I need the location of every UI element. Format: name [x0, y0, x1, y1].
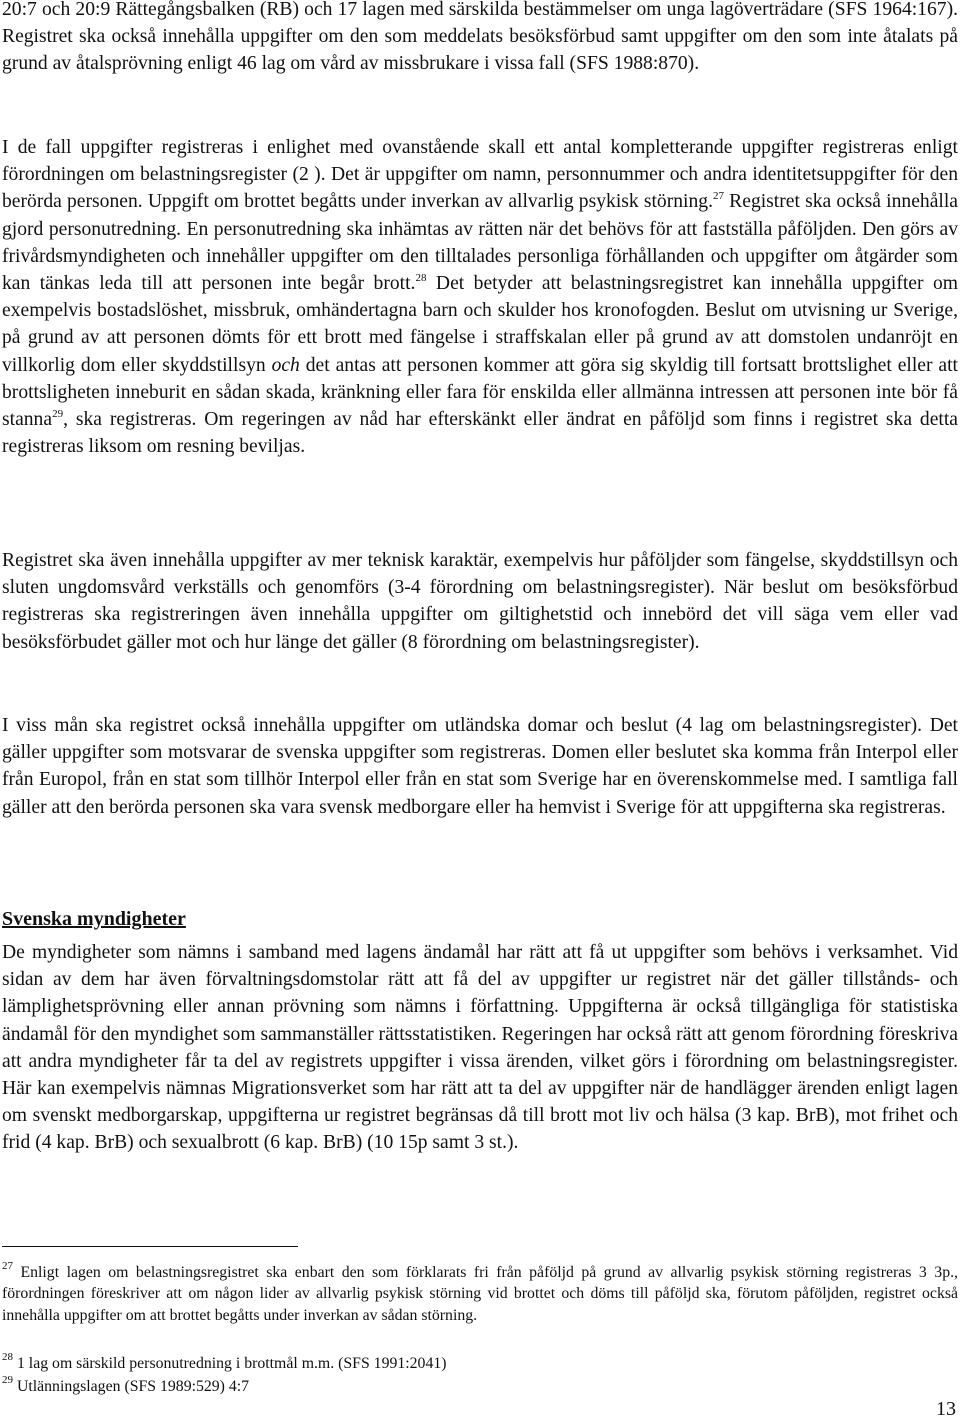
footnote-number: 27	[2, 1259, 13, 1272]
footnote-28	[2, 1350, 958, 1374]
footnote-27	[2, 1259, 958, 1326]
footnote-number: 28	[2, 1350, 13, 1363]
footnote-text: 1 lag om särskild personutredning i brottmål m.m. (SFS 1991:2041)	[16, 1355, 447, 1372]
footnote-separator	[2, 1246, 298, 1247]
paragraph-2	[2, 134, 958, 460]
footnote-ref-29[interactable]: 29	[52, 407, 64, 420]
footnote-ref-27[interactable]: 27	[713, 190, 724, 203]
footnote-number: 29	[2, 1373, 13, 1386]
paragraph-1: 20:7 och 20:9 Rättegångsbalken (RB) och 17 lagen med särskilda bestämmelser om unga lagöverträdare (SFS 1964:167). Registret ska också innehålla uppgifter om den som meddelats besöksförbud samt uppgifter om den som inte åtalats på grund av åtalsprövning enligt 46 lag om vård av missbrukare i vissa fall (SFS 1988:870).	[2, 0, 958, 75]
emphasis-och: och	[271, 354, 300, 376]
footnote-text: Utlänningslagen (SFS 1989:529) 4:7	[16, 1378, 250, 1395]
paragraph-2-part-3: Det betyder att belastningsregistret kan innehålla uppgifter om exempelvis bostadslöshet, missbruk, omhändertagna barn och skulder hos kronofogden. Beslut om utvisning ur Sverige, på grund av att personen dömts för ett brott med fängelse i straffskalan eller på grund av att domstolen undanröjt en villkorlig dom eller skyddstillsyn	[2, 273, 959, 376]
footnote-29	[2, 1373, 958, 1397]
paragraph-2-part-1: I de fall uppgifter registreras i enlighet med ovanstående skall ett antal kompletterande uppgifter registreras enligt förordningen om belastningsregister (2 ). Det är uppgifter om namn, personnummer och andra identitetsuppgifter för den berörda personen. Uppgift om brottet begåtts under inverkan av allvarlig psykisk störning.	[2, 137, 958, 213]
paragraph-3: Registret ska även innehålla uppgifter av mer teknisk karaktär, exempelvis hur påföljder som fängelse, skyddstillsyn och sluten ungdomsvård verkställs och genomförs (3-4 förordning om belastningsregister). När beslut om besöksförbud registreras ska registreringen även innehålla uppgifter om giltighetstid och innebörd det vill säga vem eller vad besöksförbudet gäller mot och hur länge det gäller (8 förordning om belastningsregister).	[2, 550, 958, 653]
footnote-text: Enligt lagen om belastningsregistret ska enbart den som förklarats fri från påföljd på grund av allvarlig psykisk störning registreras 3 3p., förordningen föreskriver att om någon lider av allvarlig psykisk störning vid brottet och döms till påföljd ska, förutom påföljden, registret också innehålla uppgifter om att brottet begåtts under inverkan av sådan störning.	[2, 1264, 958, 1324]
paragraph-4: I viss mån ska registret också innehålla uppgifter om utländska domar och beslut (4 lag om belastningsregister). Det gäller uppgifter som motsvarar de svenska uppgifter som registreras. Domen eller beslutet ska komma från Interpol eller från Europol, från en stat som tillhör Interpol eller från en stat som Sverige har en överenskommelse med. I samtliga fall gäller att den berörda personen ska vara svensk medborgare eller ha hemvist i Sverige för att uppgifterna ska registreras.	[2, 715, 958, 818]
paragraph-2-part-4: det antas att personen kommer att göra sig skyldig till fortsatt brottslighet eller att brottsligheten inneburit en sådan skada, kränkning eller fara för enskilda eller allmänna intressen att personen inte bör få stanna	[2, 354, 958, 431]
page-number: 13	[936, 1398, 956, 1420]
section-paragraph: De myndigheter som nämns i samband med lagens ändamål har rätt att få ut uppgifter som behövs i verksamhet. Vid sidan av dem har även förvaltningsdomstolar rätt att få del av uppgifter ur registret när det gäller tillstånds- och lämplighetsprövning eller annan prövning som nämns i författning. Uppgifterna är också tillgängliga för statistiska ändamål för den myndighet som sammanställer rättsstatistiken. Regeringen har också rätt att genom förordning föreskriva att andra myndigheter får ta del av registrets uppgifter i vissa ärenden, vilket görs i förordning om belastningsregister. Här kan exempelvis nämnas Migrationsverket som har rätt att ta del av uppgifter när de handlägger ärenden enligt lagen om svenskt medborgarskap, uppgifterna ur registret begränsas då till brott mot liv och hälsa (3 kap. BrB), mot frihet och frid (4 kap. BrB) och sexualbrott (6 kap. BrB) (10 15p samt 3 st.).	[2, 942, 959, 1154]
footnote-ref-28[interactable]: 28	[415, 271, 427, 284]
paragraph-2-part-2: Registret ska också innehålla gjord personutredning. En personutredning ska inhämtas av rätten när det behövs för att fastställa påföljden. Den görs av frivårdsmyndigheten och innehåller uppgifter om den tilltalades personliga förhållanden och uppgifter om åtgärder som kan tänkas leda till att personen inte begår brott.	[2, 191, 958, 295]
paragraph-2-part-5: , ska registreras. Om regeringen av nåd har efterskänkt eller ändrat en påföljd som finns i registret ska detta registreras liksom om resning beviljas.	[2, 409, 958, 458]
section-heading: Svenska myndigheter	[2, 908, 186, 930]
